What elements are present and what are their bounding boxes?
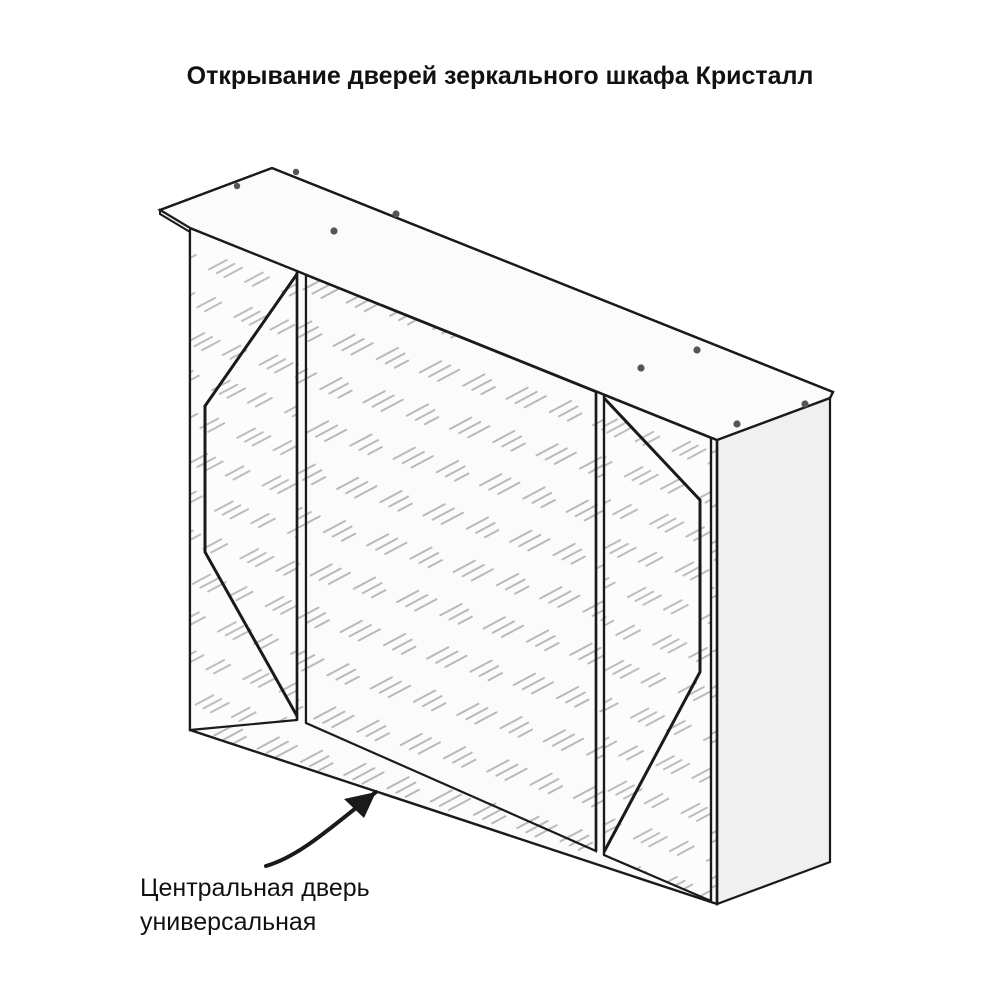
- caption-line-1: Центральная дверь: [140, 874, 370, 902]
- center-door-caption: [140, 872, 560, 940]
- left-door[interactable]: [190, 228, 306, 730]
- caption-line-2: универсальная: [140, 907, 317, 936]
- page-title: Открывание дверей зеркального шкафа Кристалл: [186, 62, 814, 90]
- cabinet-side-panel: [717, 398, 830, 904]
- right-door[interactable]: [596, 392, 717, 904]
- caption-pointer-arrow: [266, 792, 376, 866]
